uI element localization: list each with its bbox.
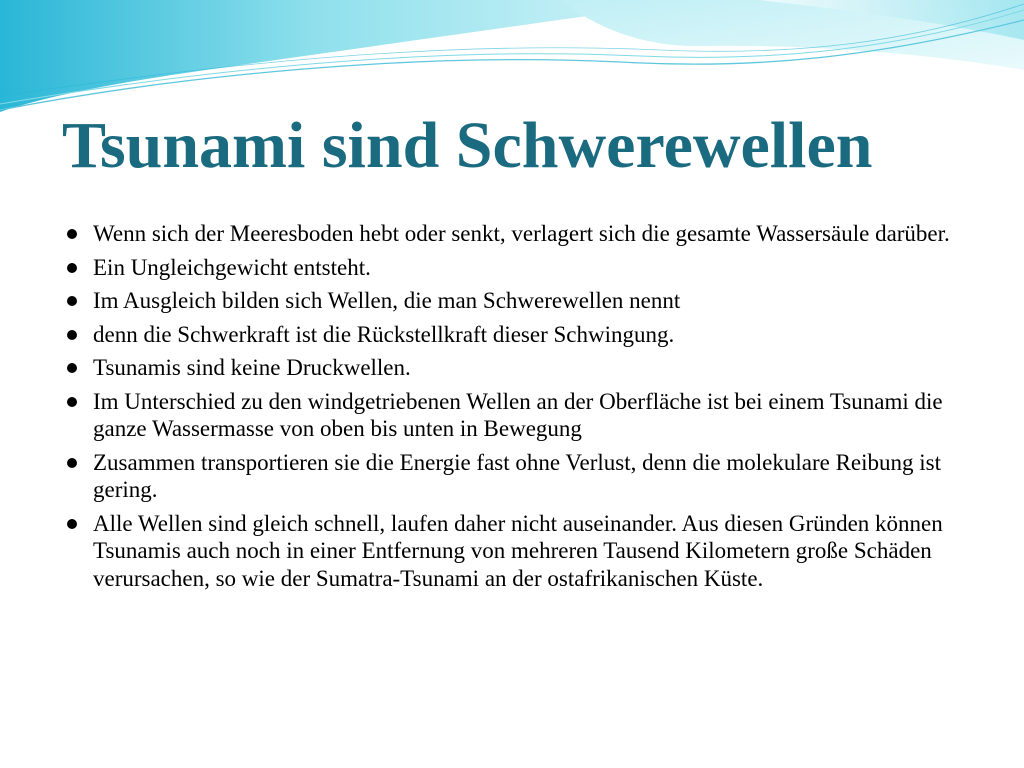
bullet-item (62, 254, 962, 282)
bullet-dot-icon (67, 519, 77, 529)
bullet-item (62, 449, 962, 504)
bullet-text: Wenn sich der Meeresboden hebt oder senkt, verlagert sich die gesamte Wassersäule darüber. (93, 221, 950, 246)
bullet-text: denn die Schwerkraft ist die Rückstellkraft dieser Schwingung. (93, 321, 675, 347)
bullet-item (62, 388, 962, 443)
bullet-text: Tsunamis sind keine Druckwellen. (93, 355, 411, 380)
slide-title: Tsunami sind Schwerewellen (62, 109, 873, 182)
bullet-list (62, 220, 962, 598)
bullet-text: Im Ausgleich bilden sich Wellen, die man Schwerewellen nennt (93, 288, 681, 313)
bullet-item (62, 354, 962, 382)
bullet-text: Ein Ungleichgewicht entsteht. (93, 254, 371, 280)
bullet-text: Zusammen transportieren sie die Energie fast ohne Verlust, denn die molekulare Reibung ist gering. (93, 449, 942, 502)
bullet-dot-icon (67, 397, 77, 407)
bullet-dot-icon (67, 330, 77, 340)
bullet-dot-icon (67, 458, 77, 468)
bullet-text: Alle Wellen sind gleich schnell, laufen daher nicht auseinander. Aus diesen Gründen können Tsunamis auch noch in einer Entfernung von mehreren Tausend Kilometern große Schäden verursachen, so wie der Sumatra-Tsunami an der ostafrikanischen Küste. (93, 510, 943, 591)
bullet-text: Im Unterschied zu den windgetriebenen Wellen an der Oberfläche ist bei einem Tsunami die ganze Wassermasse von oben bis unten in Bewegung (93, 388, 943, 441)
bullet-dot-icon (67, 229, 77, 239)
bullet-dot-icon (67, 263, 77, 273)
bullet-dot-icon (67, 296, 77, 306)
bullet-item (62, 510, 962, 593)
bullet-item (62, 321, 962, 349)
bullet-item (62, 220, 962, 248)
bullet-dot-icon (67, 363, 77, 373)
bullet-item (62, 287, 962, 315)
